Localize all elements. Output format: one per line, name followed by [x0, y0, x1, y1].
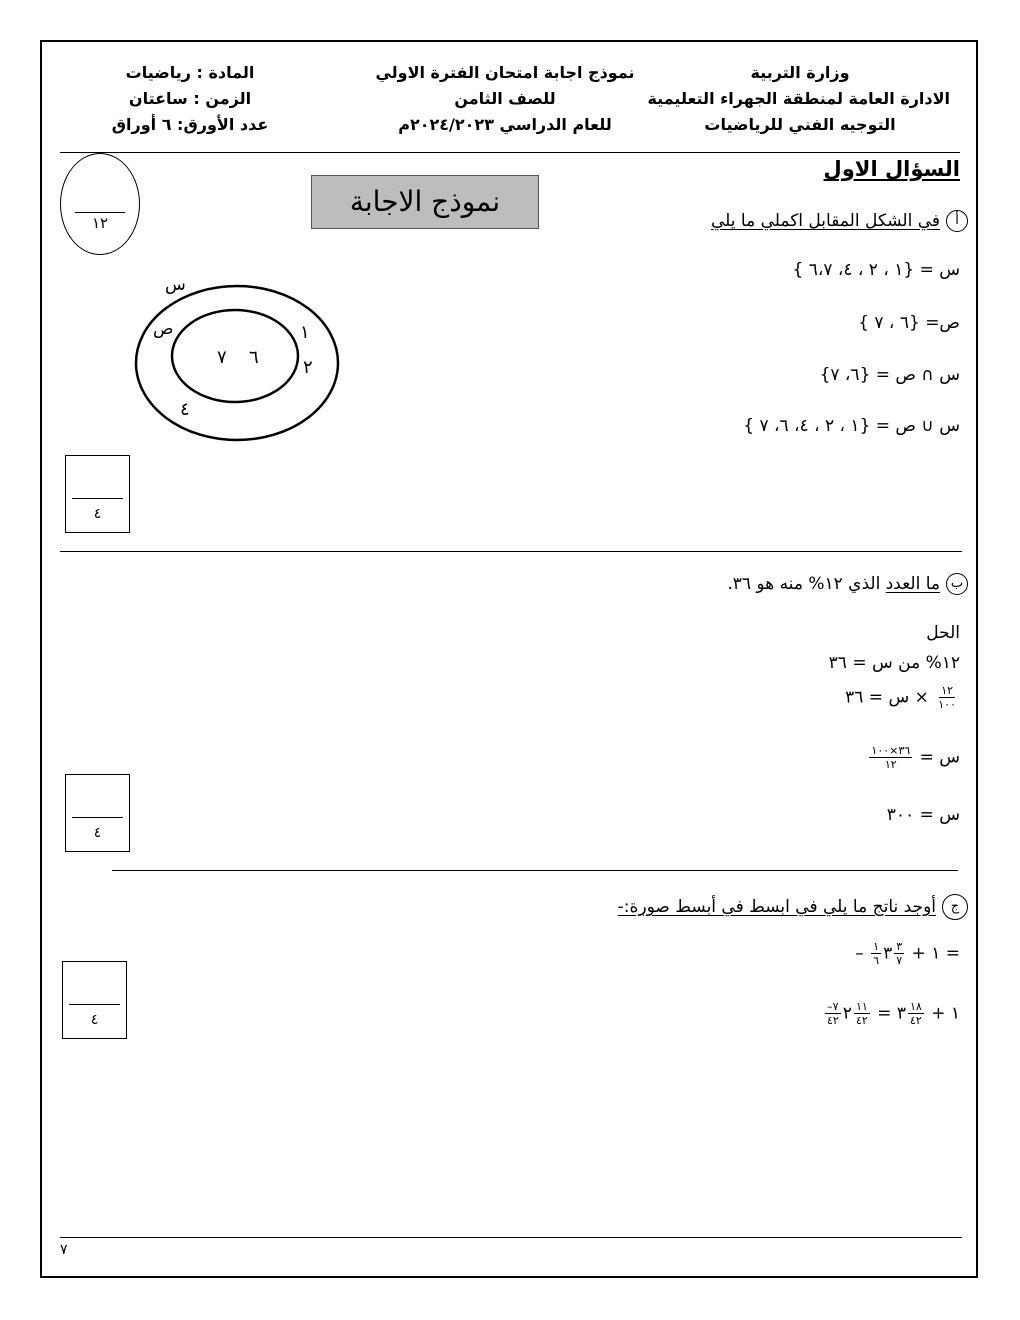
mark-line	[72, 817, 123, 818]
solution-step-2: $\frac{١٢}{١٠٠}$ × س = ٣٦	[845, 684, 956, 711]
part-b-mark-box	[65, 774, 130, 852]
academic-year: للعام الدراسي ٢٠٢٤/٢٠٢٣م	[398, 115, 612, 134]
header-right	[647, 60, 950, 138]
part-c-label: ج	[942, 894, 968, 920]
part-c-prompt: جأوجد ناتج ما يلي في ابسط في أبسط صورة:-	[618, 894, 968, 920]
exam-duration: الزمن : ساعتان	[128, 89, 252, 108]
union-line: س ∪ ص = {١ ، ٢ ، ٤، ٦، ٧ }	[743, 416, 960, 436]
part-a-prompt: أفي الشكل المقابل اكملي ما يلي	[711, 210, 968, 232]
part-a-mark: ٤	[93, 506, 102, 522]
venn-outer-label: س	[165, 275, 186, 295]
total-mark-value: ١٢	[91, 214, 109, 232]
solution-title: الحل	[926, 623, 960, 643]
part-b-label: ب	[946, 573, 968, 595]
fraction: $\frac{١١}{٤٢}$	[855, 1000, 868, 1027]
fraction: $\frac{١}{٦}$	[873, 940, 880, 967]
venn-element: ٢	[303, 357, 313, 378]
page-number: ٧	[60, 1242, 68, 1258]
mark-line	[72, 498, 123, 499]
part-b-prompt: بما العدد الذي ١٢% منه هو ٣٦.	[727, 573, 968, 595]
part-c-mark: ٤	[90, 1012, 99, 1028]
total-mark-oval	[60, 153, 140, 255]
expression-2: $\frac{٧-}{٤٢}$ ١ + $\frac{١٨}{٤٢}$ ٣ = $\frac{١١}{٤٢}$ ٢	[826, 1000, 960, 1027]
header-center	[355, 60, 655, 138]
solution-step-3: س = $\frac{٣٦\times ١٠٠}{١٢}$	[871, 744, 960, 771]
subject-name: المادة : رياضيات	[125, 63, 255, 82]
fraction: $\frac{٣}{٧}$	[896, 940, 903, 967]
solution-step-4: س = ٣٠٠	[886, 805, 960, 825]
fraction: $\frac{٧-}{٤٢}$	[826, 1000, 839, 1027]
venn-element: ٧	[217, 347, 227, 368]
district-name: الادارة العامة لمنطقة الجهراء التعليمية	[647, 89, 950, 108]
grade-name: للصف الثامن	[454, 89, 556, 108]
header-divider	[60, 152, 960, 153]
part-a-mark-box	[65, 455, 130, 533]
part-b-mark: ٤	[93, 825, 102, 841]
venn-element: ٦	[249, 347, 259, 368]
fraction: $\frac{١٨}{٤٢}$	[909, 1000, 922, 1027]
fraction: $\frac{١٢}{١٠٠}$	[938, 684, 956, 711]
venn-diagram	[125, 268, 355, 458]
intersection-line: س ∩ ص = {٦، ٧}	[819, 365, 960, 385]
part-c-mark-box	[62, 961, 127, 1039]
part-a-label: أ	[946, 210, 968, 232]
venn-element: ١	[300, 322, 310, 343]
mark-line	[69, 1004, 120, 1005]
part-b-divider	[112, 870, 958, 871]
venn-inner-label: ص	[153, 319, 174, 339]
solution-step-1: ١٢% من س = ٣٦	[828, 653, 960, 673]
expression-1: – $\frac{١}{٦}$ ١ + $\frac{٣}{٧}$ ٣ =	[855, 940, 960, 967]
mark-line	[75, 212, 125, 213]
set-s-line: س = {١ ، ٢ ، ٤، ٦،٧ }	[792, 260, 960, 280]
header-left	[95, 60, 285, 138]
part-a-divider	[60, 551, 962, 552]
department-name: التوجيه الفني للرياضيات	[704, 115, 896, 134]
answer-model-banner: نموذج الاجابة	[311, 175, 539, 229]
venn-element: ٤	[180, 399, 190, 420]
venn-inner-set	[172, 310, 298, 402]
footer-divider	[60, 1237, 962, 1238]
set-p-line: ص= {٦ ، ٧ }	[858, 313, 960, 333]
ministry-name: وزارة التربية	[750, 63, 850, 82]
sheet-count: عدد الأورق: ٦ أوراق	[111, 115, 269, 134]
question-title: السؤال الاول	[823, 157, 960, 181]
exam-title: نموذج اجابة امتحان الفترة الاولي	[375, 63, 635, 82]
fraction: $\frac{٣٦\times ١٠٠}{١٢}$	[871, 744, 911, 771]
